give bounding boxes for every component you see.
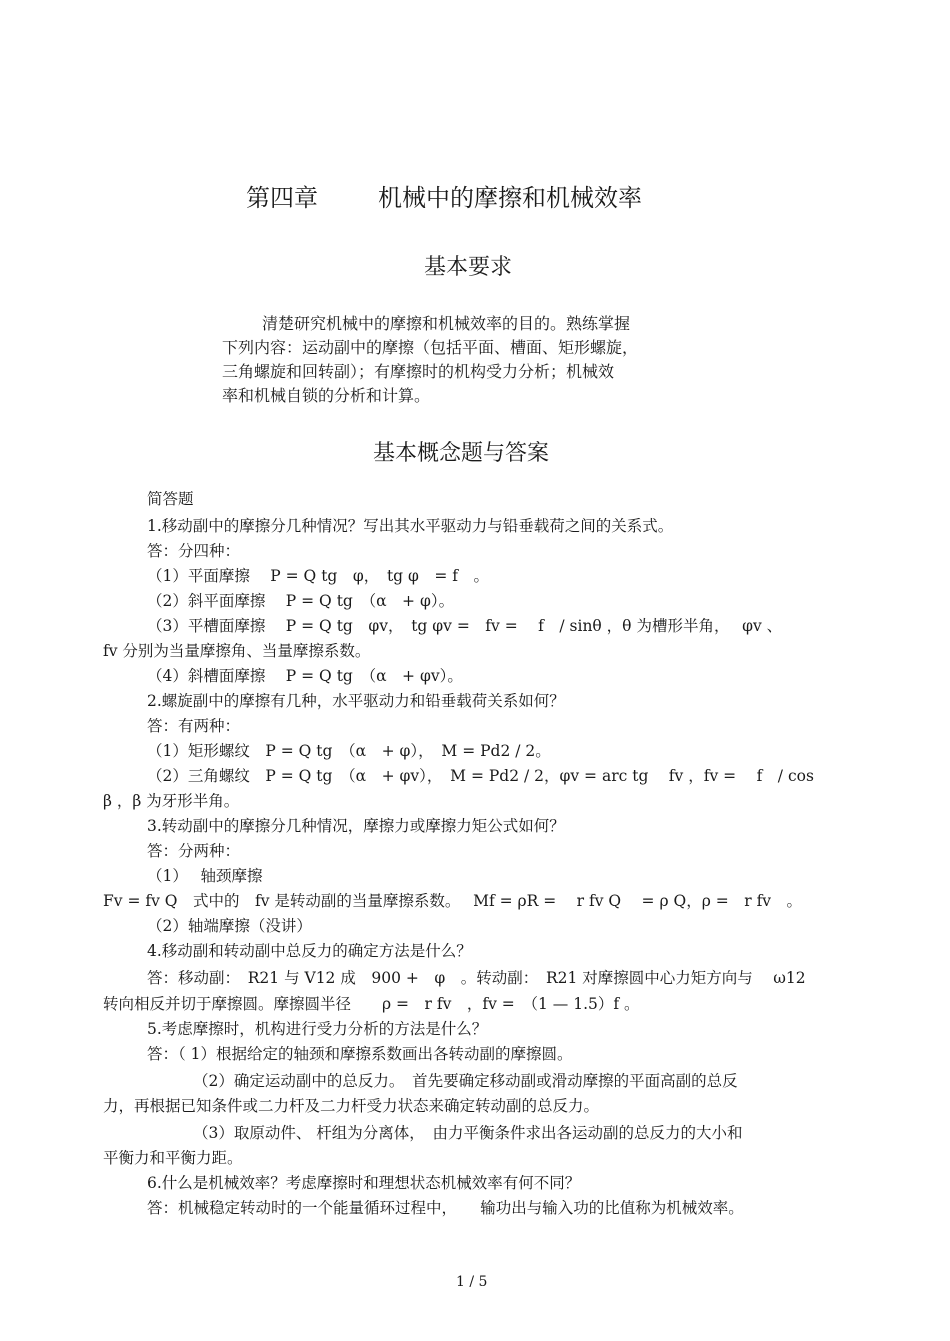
requirements-line: 清楚研究机械中的摩擦和机械效率的目的。熟练掌握	[262, 314, 631, 333]
body-line: 答：有两种：	[147, 717, 241, 735]
body-line: （2）确定运动副中的总反力。 首先要确定移动副或滑动摩擦的平面高副的总反	[193, 1072, 738, 1090]
requirements-line: 率和机械自锁的分析和计算。	[222, 386, 431, 405]
body-line: （3）平槽面摩擦 P = Q tg φv， tg φv = fv = f / sinθ ，θ 为槽形半角， φv 、	[147, 617, 783, 635]
body-line: 3.转动副中的摩擦分几种情况，摩擦力或摩擦力矩公式如何？	[147, 817, 565, 835]
body-line: （1）矩形螺纹 P = Q tg （α + φ）， M = Pd2 / 2。	[147, 742, 551, 760]
body-line: （2）轴端摩擦（没讲）	[147, 917, 312, 935]
chapter-title: 机械中的摩擦和机械效率	[378, 184, 642, 212]
body-line: 简答题	[147, 490, 194, 508]
body-line: Fv = fv Q 式中的 fv 是转动副的当量摩擦系数。 Mf = ρR = r fv Q = ρ Q，ρ = r fv 。	[103, 892, 803, 910]
requirements-line: 三角螺旋和回转副）；有摩擦时的机构受力分析；机械效	[222, 362, 615, 381]
body-line: 答：（ 1）根据给定的轴颈和摩擦系数画出各转动副的摩擦圆。	[147, 1045, 573, 1063]
body-line: 转向相反并切于摩擦圆。摩擦圆半径 ρ = r fv ，fv = （1 — 1.5）f 。	[103, 995, 640, 1013]
body-line: （3）取原动件、 杆组为分离体， 由力平衡条件求出各运动副的总反力的大小和	[193, 1124, 743, 1142]
body-line: （2）斜平面摩擦 P = Q tg （α + φ）。	[147, 592, 455, 610]
section-heading-concepts: 基本概念题与答案	[373, 441, 550, 466]
body-line: （1）平面摩擦 P = Q tg φ， tg φ = f 。	[147, 567, 490, 585]
requirements-line: 下列内容：运动副中的摩擦（包括平面、槽面、矩形螺旋，	[222, 338, 639, 357]
body-line: 答：分两种：	[147, 842, 241, 860]
section-heading-requirements: 基本要求	[424, 255, 513, 280]
body-line: （2）三角螺纹 P = Q tg （α + φv）， M = Pd2 / 2，φv = arc tg fv ，fv = f / cos	[147, 767, 814, 785]
body-line: 6.什么是机械效率？考虑摩擦时和理想状态机械效率有何不同？	[147, 1174, 581, 1192]
body-line: fv 分别为当量摩擦角、当量摩擦系数。	[103, 642, 371, 660]
body-line: （4）斜槽面摩擦 P = Q tg （α + φv）。	[147, 667, 463, 685]
body-line: 答：机械稳定转动时的一个能量循环过程中， 输功出与输入功的比值称为机械效率。	[147, 1199, 744, 1217]
body-line: β ，β 为牙形半角。	[103, 792, 240, 810]
body-line: 5.考虑摩擦时，机构进行受力分析的方法是什么？	[147, 1020, 488, 1038]
chapter-number: 第四章	[246, 184, 318, 212]
body-line: （1） 轴颈摩擦	[147, 867, 263, 885]
body-line: 平衡力和平衡力距。	[103, 1149, 243, 1167]
body-line: 2.螺旋副中的摩擦有几种，水平驱动力和铅垂载荷关系如何？	[147, 692, 565, 710]
body-line: 1.移动副中的摩擦分几种情况？写出其水平驱动力与铅垂载荷之间的关系式。	[147, 517, 674, 535]
body-line: 4.移动副和转动副中总反力的确定方法是什么？	[147, 942, 472, 960]
body-line: 力，再根据已知条件或二力杆及二力杆受力状态来确定转动副的总反力。	[103, 1097, 600, 1115]
body-line: 答：移动副： R21 与 V12 成 900 + φ 。转动副： R21 对摩擦圆中心力矩方向与 ω12	[147, 969, 806, 987]
body-line: 答：分四种：	[147, 542, 241, 560]
page-number: 1 / 5	[456, 1274, 488, 1290]
